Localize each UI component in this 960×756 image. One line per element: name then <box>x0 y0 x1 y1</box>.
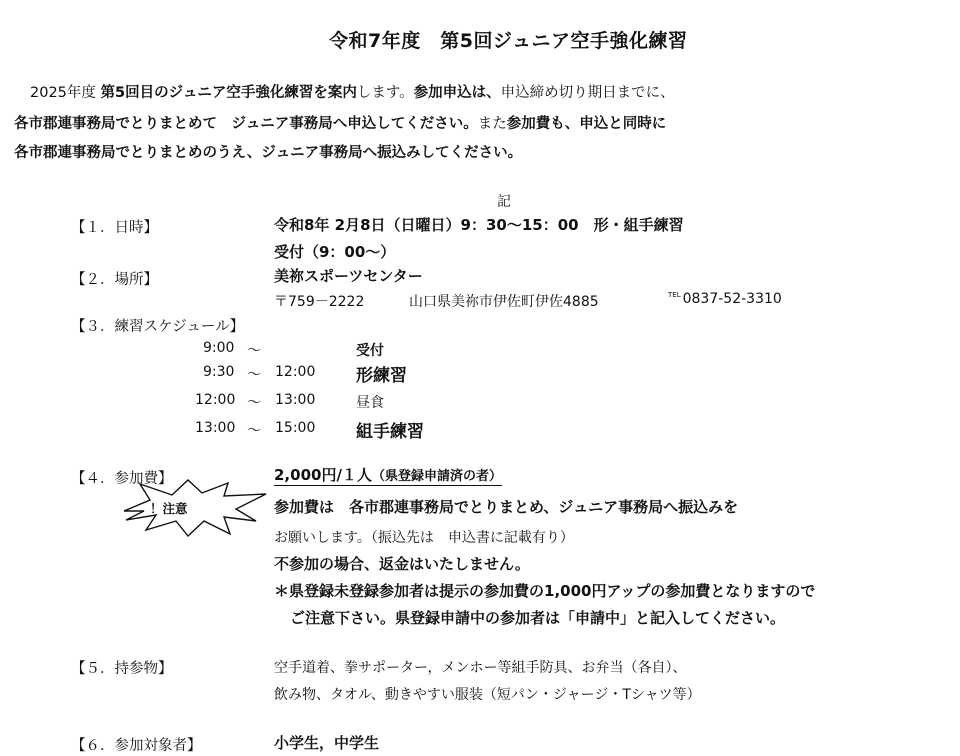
schedule-start: 9:00 <box>203 340 235 356</box>
intro-collect: 各市郡連事務局でとりまとめて ジュニア事務局へ申込してください。 <box>14 116 478 132</box>
intro-event: 第5回目のジュニア空手強化練習を案内 <box>100 85 357 101</box>
pending-note: ご注意下さい。県登録申請中の参加者は「申請中」と記入してください。 <box>290 609 786 627</box>
belongings-2: 飲み物、タオル、動きやすい服装（短パン・ジャージ・Tシャツ等） <box>274 687 701 703</box>
schedule-activity: 受付 <box>356 343 384 359</box>
intro-deadline: 申込締め切り期日までに、 <box>500 85 675 101</box>
intro-line-3: 各市郡連事務局でとりまとめのうえ、ジュニア事務局へ振込みしてください。 <box>14 145 523 161</box>
caution-label: ！注意 <box>150 501 188 516</box>
caution-burst-icon <box>120 478 270 538</box>
section-4-heading: 【４．参加費】 <box>71 471 173 487</box>
schedule-activity: 形練習 <box>356 366 407 386</box>
schedule-end: 12:00 <box>275 364 316 380</box>
phone-number: 0837-52-3310 <box>682 291 782 307</box>
target-participants: 小学生，中学生 <box>274 734 380 752</box>
date-time: 令和8年 2月8日（日曜日）9：30〜15：00 形・組手練習 <box>274 216 684 234</box>
no-refund-note: 不参加の場合、返金はいたしません。 <box>274 555 530 573</box>
section-5-heading: 【５．持参物】 <box>71 661 173 677</box>
intro-apply: 参加申込は、 <box>413 85 501 101</box>
schedule-start: 12:00 <box>195 392 236 408</box>
schedule-end: 13:00 <box>275 392 316 408</box>
postal-code: 〒759－2222 <box>274 294 365 310</box>
intro-line-2 <box>14 117 666 132</box>
belongings-1: 空手道着、拳サポーター，メンホー等組手防具、お弁当（各自）、 <box>274 660 687 676</box>
intro-fee: 参加費も、申込と同時に <box>506 116 667 132</box>
fee <box>274 464 502 485</box>
schedule-tilde: 〜 <box>247 423 261 439</box>
phone <box>668 291 782 307</box>
reception-time: 受付（9：00〜） <box>274 243 396 261</box>
schedule-start: 13:00 <box>195 420 236 436</box>
section-1-heading: 【１．日時】 <box>71 220 158 236</box>
schedule-end: 15:00 <box>275 420 316 436</box>
tel-mark: TEL <box>668 291 681 300</box>
schedule-activity: 昼食 <box>356 395 384 411</box>
intro-text: します。 <box>356 85 414 101</box>
page-title: 令和7年度 第5回ジュニア空手強化練習 <box>329 30 688 52</box>
unregistered-note: ＊県登録未登録参加者は提示の参加費の1,000円アップの参加費となりますので <box>274 582 816 600</box>
fee-amount: 2,000円/１人 <box>274 466 372 484</box>
schedule-start: 9:30 <box>203 364 235 380</box>
fee-note-2: お願いします。（振込先は 申込書に記載有り） <box>274 530 574 546</box>
intro-year: 2025年度 <box>30 85 101 101</box>
schedule-tilde: 〜 <box>247 395 261 411</box>
venue-name: 美祢スポーツセンター <box>274 267 423 285</box>
fee-note-1: 参加費は 各市郡連事務局でとりまとめ、ジュニア事務局へ振込みを <box>274 498 739 516</box>
address: 山口県美祢市伊佐町伊佐4885 <box>409 294 599 310</box>
intro-line-1 <box>30 86 675 101</box>
ki-mark: 記 <box>497 194 511 210</box>
fee-condition: （県登録申請済の者） <box>371 469 502 484</box>
schedule-tilde: 〜 <box>247 343 261 359</box>
intro-also: また <box>477 116 507 132</box>
schedule-tilde: 〜 <box>247 367 261 383</box>
section-3-heading: 【３．練習スケジュール】 <box>71 319 245 335</box>
fee-underlined <box>274 465 502 486</box>
section-2-heading: 【２．場所】 <box>71 272 158 288</box>
schedule-activity: 組手練習 <box>356 422 424 442</box>
section-6-heading: 【６．参加対象者】 <box>71 738 202 754</box>
